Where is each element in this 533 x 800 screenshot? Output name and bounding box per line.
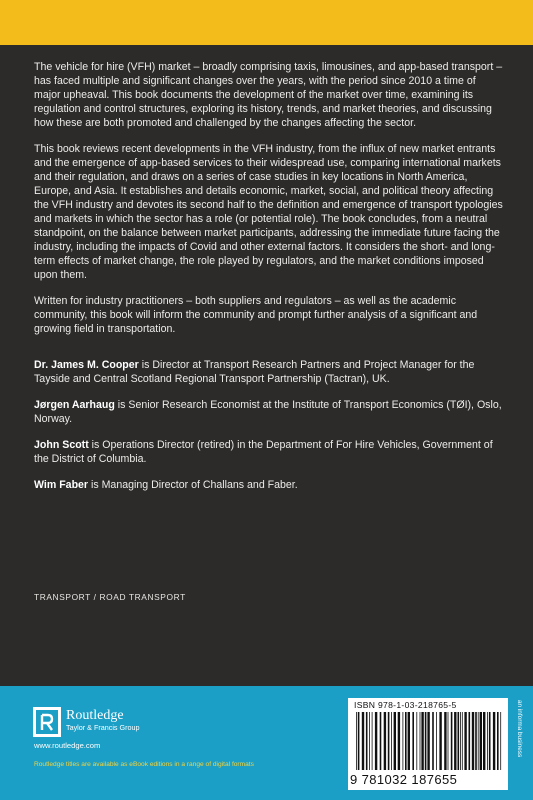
- author-bio-text: is Senior Research Economist at the Institute of Transport Economics (TØI), Oslo, Norway.: [34, 399, 502, 425]
- author-bio-text: is Operations Director (retired) in the Department of For Hire Vehicles, Government of the District of Columbia.: [34, 439, 493, 465]
- author-name: Wim Faber: [34, 479, 89, 491]
- author-bio-faber: [34, 478, 504, 492]
- top-color-band: [0, 0, 533, 45]
- barcode: [354, 712, 504, 770]
- cover-text-block: [34, 60, 504, 504]
- ebook-note: Routledge titles are available as eBook editions in a range of digital formats: [34, 761, 254, 768]
- author-name: John Scott: [34, 439, 89, 451]
- publisher-url[interactable]: www.routledge.com: [34, 741, 101, 750]
- routledge-logo-icon: [33, 707, 61, 737]
- description-paragraph-2: This book reviews recent developments in the VFH industry, from the influx of new market entrants and the emergence of app-based services to their widespread use, comparing international markets and their regulation, and draws on a series of case studies in key locations in North America, Europe, and Asia. It establishes and details economic, market, social, and political theory affecting the VFH industry and devotes its second half to the definition and emergence of transport typologies and markets in which the sector has a role (or potential role). The book concludes, from a neutral standpoint, on the balance between market participants, addressing the immediate future facing the industry, including the impacts of Covid and other external factors. It considers the short- and long-term effects of market change, the role played by regulators, and the market conditions imposed upon them.: [34, 143, 503, 281]
- author-bio-cooper: [34, 358, 504, 386]
- author-bio-aarhaug: [34, 398, 504, 426]
- author-bio-text: is Managing Director of Challans and Faber.: [88, 479, 298, 491]
- subject-category: TRANSPORT / ROAD TRANSPORT: [34, 592, 186, 602]
- isbn-label: ISBN 978-1-03-218765-5: [354, 700, 457, 710]
- publisher-group: Taylor & Francis Group: [66, 723, 140, 732]
- barcode-digits: 9 781032 187655: [350, 772, 458, 787]
- publisher-brand: [66, 708, 140, 732]
- informa-side-text: an informa business: [516, 700, 523, 758]
- author-bio-scott: [34, 438, 504, 466]
- author-name: Dr. James M. Cooper: [34, 359, 139, 371]
- description-paragraph-1: The vehicle for hire (VFH) market – broadly comprising taxis, limousines, and app-based transport – has faced multiple and significant changes over the years, with the period since 2010 a time of major upheaval. This book documents the development of the market over time, examining its regulation and control structures, exploring its history, trends, and market theories, and discussing how these are both promoted and challenged by the changes affecting the sector.: [34, 61, 503, 129]
- author-bio-text: is Director at Transport Research Partners and Project Manager for the Tayside and Central Scotland Regional Transport Partnership (Tactran), UK.: [34, 359, 475, 385]
- publisher-name: Routledge: [66, 708, 124, 723]
- author-name: Jørgen Aarhaug: [34, 399, 115, 411]
- description-paragraph-3: Written for industry practitioners – both suppliers and regulators – as well as the academic community, this book will inform the community and prompt further analysis of a significant and growing field in transportation.: [34, 295, 478, 335]
